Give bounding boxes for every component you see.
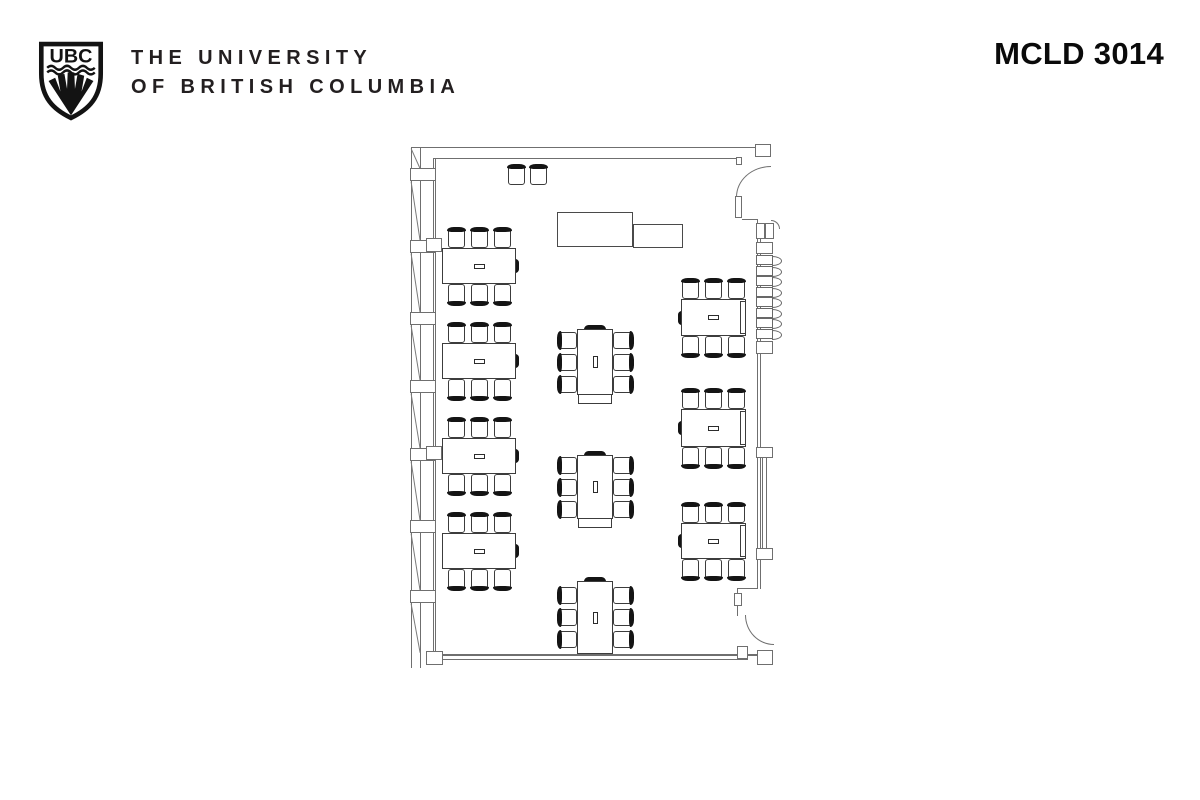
chair xyxy=(471,228,488,248)
cable-grommet xyxy=(474,264,485,269)
stacked-chair xyxy=(756,329,773,339)
cable-grommet xyxy=(474,454,485,459)
wall-line xyxy=(433,158,738,159)
chair xyxy=(494,323,511,343)
chair xyxy=(613,501,632,518)
stacked-chair xyxy=(756,266,773,276)
chair xyxy=(682,389,699,409)
wall-corner-block xyxy=(755,144,771,157)
chair xyxy=(728,447,745,467)
cable-grommet xyxy=(593,481,598,493)
chair xyxy=(613,631,632,648)
wall-column xyxy=(426,238,442,252)
chair xyxy=(728,503,745,523)
chair xyxy=(494,418,511,438)
chair xyxy=(448,418,465,438)
wall-line xyxy=(426,659,748,660)
chair xyxy=(530,165,547,185)
chair xyxy=(613,354,632,371)
lectern-side-shelf xyxy=(633,224,683,248)
wall-cabinet-box xyxy=(756,242,773,254)
cable-grommet xyxy=(593,612,598,624)
stacked-chair-arc xyxy=(771,220,780,229)
chair xyxy=(558,587,577,604)
chair xyxy=(558,376,577,393)
chair xyxy=(494,474,511,494)
logo-letters: UBC xyxy=(49,45,93,68)
wall-line xyxy=(411,147,771,148)
chair xyxy=(558,609,577,626)
wall-line xyxy=(433,158,434,655)
stacked-chair xyxy=(756,308,773,318)
table-end-cap xyxy=(740,525,746,557)
cable-grommet xyxy=(708,426,719,431)
table-end-cap xyxy=(740,411,746,445)
chair xyxy=(448,228,465,248)
bottom-door-jamb xyxy=(737,646,748,659)
chair xyxy=(448,379,465,399)
chair xyxy=(705,503,722,523)
chair xyxy=(558,354,577,371)
chair xyxy=(471,569,488,589)
door-strike-notch xyxy=(736,157,742,165)
chair xyxy=(613,376,632,393)
chair xyxy=(448,284,465,304)
stacked-chair xyxy=(756,318,773,328)
room-code: MCLD 3014 xyxy=(994,36,1164,71)
cable-grommet xyxy=(593,356,598,368)
chair xyxy=(613,479,632,496)
top-door-swing-arc xyxy=(736,166,771,197)
wall-cabinet-box xyxy=(756,548,773,560)
chair xyxy=(705,447,722,467)
chair xyxy=(613,609,632,626)
chair xyxy=(448,569,465,589)
chair xyxy=(705,559,722,579)
chair xyxy=(448,474,465,494)
chair xyxy=(448,323,465,343)
chair xyxy=(558,631,577,648)
wall-column xyxy=(426,446,442,460)
window-pier xyxy=(410,520,436,533)
chair xyxy=(558,457,577,474)
university-wordmark xyxy=(131,44,460,102)
stacked-chair xyxy=(756,297,773,307)
chair xyxy=(471,418,488,438)
chair xyxy=(682,559,699,579)
university-name-line1: THE UNIVERSITY xyxy=(131,47,373,69)
window-pier xyxy=(410,380,436,393)
chair xyxy=(494,513,511,533)
table-end-cap xyxy=(578,518,612,528)
lectern-desk xyxy=(557,212,633,247)
chair xyxy=(705,279,722,299)
chair xyxy=(682,279,699,299)
chair xyxy=(558,479,577,496)
wall-line xyxy=(766,458,767,549)
chair xyxy=(471,474,488,494)
wall-cabinet-box xyxy=(756,447,773,458)
bottom-door-leaf xyxy=(734,593,742,606)
chair xyxy=(728,336,745,356)
wall-line xyxy=(737,588,758,589)
chair xyxy=(558,332,577,349)
window-pier xyxy=(410,312,436,325)
chair xyxy=(494,569,511,589)
wall-line xyxy=(762,458,763,549)
chair xyxy=(613,587,632,604)
exterior-box xyxy=(757,650,773,665)
chair xyxy=(728,559,745,579)
chair xyxy=(728,279,745,299)
top-door-leaf xyxy=(735,196,742,218)
window-pier xyxy=(410,168,436,181)
cable-grommet xyxy=(708,315,719,320)
chair xyxy=(471,513,488,533)
cable-grommet xyxy=(474,549,485,554)
chair xyxy=(508,165,525,185)
ubc-crest-icon xyxy=(38,40,104,122)
chair xyxy=(558,501,577,518)
wall-column xyxy=(426,651,443,665)
chair xyxy=(728,389,745,409)
wall-line xyxy=(435,158,436,655)
wall-cabinet-box xyxy=(756,341,773,354)
bottom-door-swing-arc xyxy=(745,615,774,645)
chair xyxy=(705,336,722,356)
chair xyxy=(471,284,488,304)
wall-line xyxy=(426,654,757,656)
university-name-line2: OF BRITISH COLUMBIA xyxy=(131,76,461,98)
wall-line xyxy=(742,219,758,220)
floor-plan xyxy=(399,143,791,673)
table-end-cap xyxy=(578,394,612,404)
chair xyxy=(682,503,699,523)
cable-grommet xyxy=(708,539,719,544)
chair xyxy=(705,389,722,409)
stacked-chair xyxy=(756,255,773,265)
chair xyxy=(613,457,632,474)
cable-grommet xyxy=(474,359,485,364)
stacked-chair xyxy=(756,287,773,297)
window-pier xyxy=(410,590,436,603)
chair xyxy=(471,323,488,343)
chair xyxy=(494,284,511,304)
chair xyxy=(471,379,488,399)
chair xyxy=(682,336,699,356)
table-end-cap xyxy=(740,301,746,334)
chair xyxy=(613,332,632,349)
chair xyxy=(682,447,699,467)
stacked-chair xyxy=(756,276,773,286)
chair xyxy=(448,513,465,533)
stacked-chair-box xyxy=(756,223,765,239)
ubc-logo xyxy=(38,40,104,122)
chair xyxy=(494,379,511,399)
chair xyxy=(494,228,511,248)
